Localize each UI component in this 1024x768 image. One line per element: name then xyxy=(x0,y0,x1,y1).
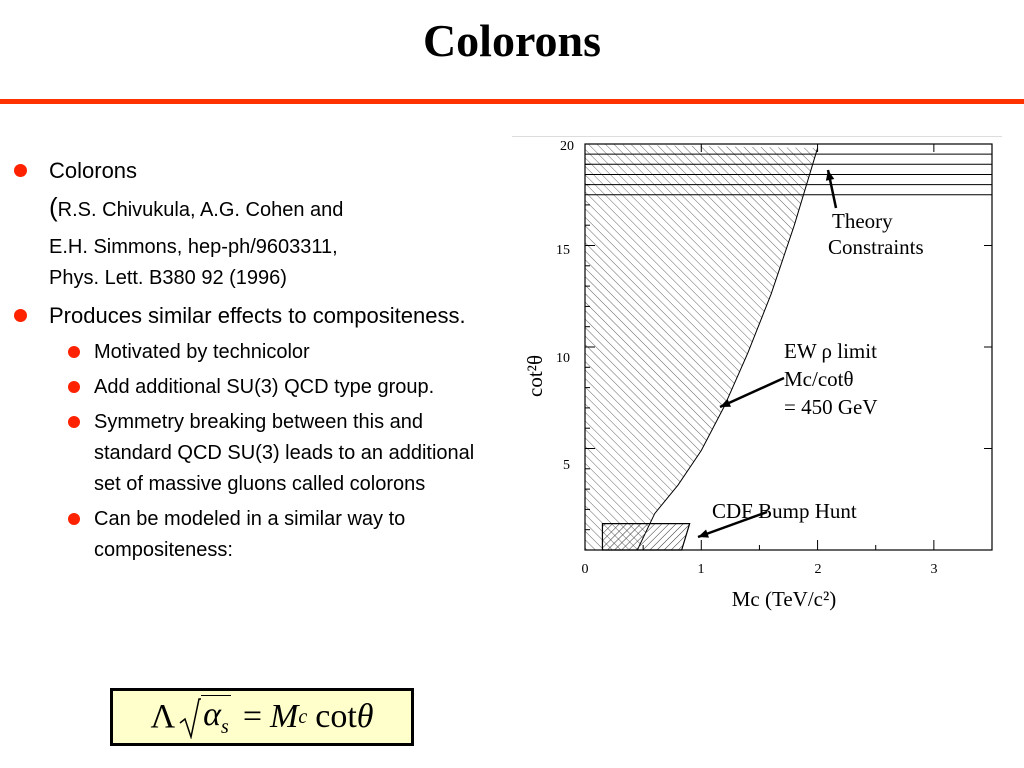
subbullet-text: Add additional SU(3) QCD type group. xyxy=(94,376,435,398)
subbullet xyxy=(14,337,504,368)
subbullet xyxy=(14,504,504,566)
y-tick-label: 10 xyxy=(556,351,570,366)
x-axis-label: Mc (TeV/c²) xyxy=(731,587,837,611)
ew-label: = 450 GeV xyxy=(784,395,878,419)
sqrt-icon xyxy=(179,697,201,739)
subbullet-dot-icon xyxy=(68,513,80,525)
slide-title: Colorons xyxy=(422,15,602,66)
subbullet-text: Symmetry breaking between this and standard QCD SU(3) leads to an additional set of massive gluons called colorons xyxy=(94,411,475,495)
theory-label: Theory xyxy=(832,209,893,233)
formula-cot: cot xyxy=(315,698,357,735)
bullet-text: Colorons xyxy=(49,158,138,183)
y-tick-label: 5 xyxy=(563,458,570,473)
citation-line-2: E.H. Simmons, hep-ph/9603311, xyxy=(49,236,338,258)
citation-paren: ( xyxy=(49,192,58,222)
subbullet-dot-icon xyxy=(68,381,80,393)
chart xyxy=(512,136,1002,627)
cdf-label: CDF Bump Hunt xyxy=(712,499,857,523)
subbullet xyxy=(14,372,504,403)
citation-line-1 xyxy=(49,192,504,226)
bullet-colorons xyxy=(14,155,504,294)
bullet-dot-icon xyxy=(14,164,27,177)
formula-alpha: α xyxy=(203,696,222,734)
x-tick-label: 1 xyxy=(697,562,705,577)
subbullet-dot-icon xyxy=(68,416,80,428)
formula-theta: θ xyxy=(356,698,374,735)
formula-equals: = xyxy=(242,698,263,735)
plot-svg xyxy=(512,136,1002,622)
formula-box xyxy=(110,688,414,746)
formula-alpha-sub: s xyxy=(221,715,229,738)
title-divider xyxy=(0,99,1024,104)
citation-line-3: Phys. Lett. B380 92 (1996) xyxy=(49,267,287,289)
y-axis-label: cot²θ xyxy=(523,354,547,398)
x-tick-label: 3 xyxy=(930,562,938,577)
y-tick-label: 20 xyxy=(560,139,574,154)
subbullet-text: Can be modeled in a similar way to compositeness: xyxy=(94,508,406,561)
bullet-compositeness xyxy=(14,300,504,331)
subbullet xyxy=(14,407,504,500)
bullet-text: Produces similar effects to compositeness. xyxy=(49,303,466,328)
bullet-dot-icon xyxy=(14,309,27,322)
bullet-list xyxy=(14,155,504,570)
subbullet-dot-icon xyxy=(68,346,80,358)
y-tick-label: 15 xyxy=(556,243,570,258)
ew-label: Mc/cotθ xyxy=(784,367,854,391)
subbullet-text: Motivated by technicolor xyxy=(94,341,310,363)
x-tick-label: 2 xyxy=(814,562,822,577)
formula-lambda: Λ xyxy=(150,698,176,735)
formula-sqrt xyxy=(179,695,231,739)
citation-authors: R.S. Chivukula, A.G. Cohen and xyxy=(57,199,344,221)
x-tick-label: 0 xyxy=(581,562,589,577)
ew-label: EW ρ limit xyxy=(784,339,877,363)
theory-label: Constraints xyxy=(828,235,924,259)
formula-m-sub: c xyxy=(298,705,308,728)
formula-m: M xyxy=(270,698,299,735)
excluded-region xyxy=(585,144,818,550)
cdf-bump-hunt-region xyxy=(602,524,689,550)
cdf-arrow-head xyxy=(698,530,709,538)
